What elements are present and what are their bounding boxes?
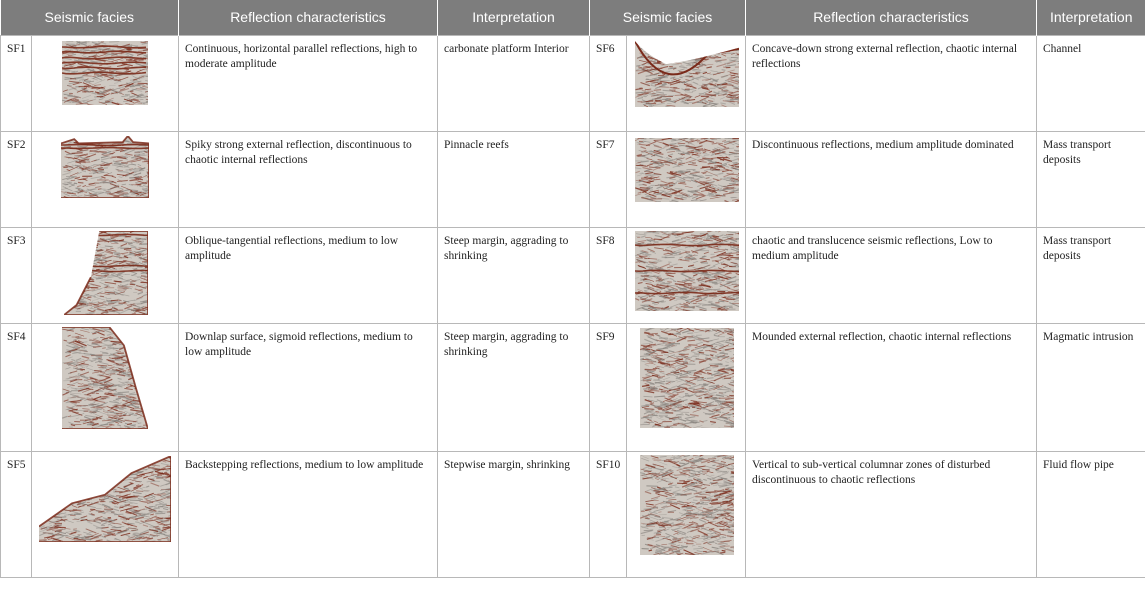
seismic-image-sf10 [640, 455, 734, 555]
interpretation-text: Steep margin, aggrading to shrinking [438, 227, 590, 323]
table-row [1, 35, 1145, 131]
reflection-text: Vertical to sub-vertical columnar zones of disturbed discontinuous to chaotic reflections [746, 451, 1037, 577]
header-reflection: Reflection characteristics [179, 0, 438, 35]
seismic-image-sf1 [62, 41, 148, 105]
interpretation-text: Stepwise margin, shrinking [438, 451, 590, 577]
seismic-image-cell [627, 451, 746, 577]
seismic-image-sf6 [635, 41, 739, 107]
table-row [1, 323, 1145, 451]
facies-id: SF10 [590, 451, 627, 577]
facies-id: SF9 [590, 323, 627, 451]
seismic-image-cell [32, 227, 179, 323]
seismic-image-sf2 [61, 136, 149, 198]
reflection-text: Oblique-tangential reflections, medium to low amplitude [179, 227, 438, 323]
seismic-image-cell [627, 35, 746, 131]
seismic-image-sf5 [39, 456, 171, 542]
facies-id: SF8 [590, 227, 627, 323]
seismic-image-cell [627, 323, 746, 451]
seismic-image-sf4 [62, 327, 148, 429]
table-row [1, 131, 1145, 227]
facies-id: SF7 [590, 131, 627, 227]
seismic-image-sf9 [640, 328, 734, 428]
header-interpretation: Interpretation [438, 0, 590, 35]
interpretation-text: Magmatic intrusion [1037, 323, 1145, 451]
table-header-row [1, 0, 1145, 35]
seismic-image-cell [627, 131, 746, 227]
header-interpretation: Interpretation [1037, 0, 1145, 35]
facies-id: SF6 [590, 35, 627, 131]
header-reflection: Reflection characteristics [746, 0, 1037, 35]
header-seismic-facies: Seismic facies [1, 0, 179, 35]
reflection-text: Spiky strong external reflection, discontinuous to chaotic internal reflections [179, 131, 438, 227]
seismic-image-sf3 [64, 231, 148, 315]
interpretation-text: Fluid flow pipe [1037, 451, 1145, 577]
facies-id: SF3 [1, 227, 32, 323]
reflection-text: Backstepping reflections, medium to low amplitude [179, 451, 438, 577]
seismic-image-cell [32, 451, 179, 577]
seismic-image-cell [627, 227, 746, 323]
interpretation-text: Pinnacle reefs [438, 131, 590, 227]
reflection-text: Continuous, horizontal parallel reflections, high to moderate amplitude [179, 35, 438, 131]
facies-id: SF4 [1, 323, 32, 451]
reflection-text: chaotic and translucence seismic reflections, Low to medium amplitude [746, 227, 1037, 323]
reflection-text: Concave-down strong external reflection, chaotic internal reflections [746, 35, 1037, 131]
seismic-image-sf7 [635, 138, 739, 202]
interpretation-text: Channel [1037, 35, 1145, 131]
interpretation-text: Mass transport deposits [1037, 227, 1145, 323]
interpretation-text: carbonate platform Interior [438, 35, 590, 131]
facies-id: SF2 [1, 131, 32, 227]
table-row [1, 451, 1145, 577]
seismic-image-sf8 [635, 231, 739, 311]
facies-id: SF1 [1, 35, 32, 131]
reflection-text: Discontinuous reflections, medium amplitude dominated [746, 131, 1037, 227]
interpretation-text: Mass transport deposits [1037, 131, 1145, 227]
interpretation-text: Steep margin, aggrading to shrinking [438, 323, 590, 451]
facies-id: SF5 [1, 451, 32, 577]
reflection-text: Mounded external reflection, chaotic internal reflections [746, 323, 1037, 451]
table-row [1, 227, 1145, 323]
header-seismic-facies: Seismic facies [590, 0, 746, 35]
seismic-image-cell [32, 323, 179, 451]
seismic-image-cell [32, 35, 179, 131]
seismic-image-cell [32, 131, 179, 227]
reflection-text: Downlap surface, sigmoid reflections, medium to low amplitude [179, 323, 438, 451]
